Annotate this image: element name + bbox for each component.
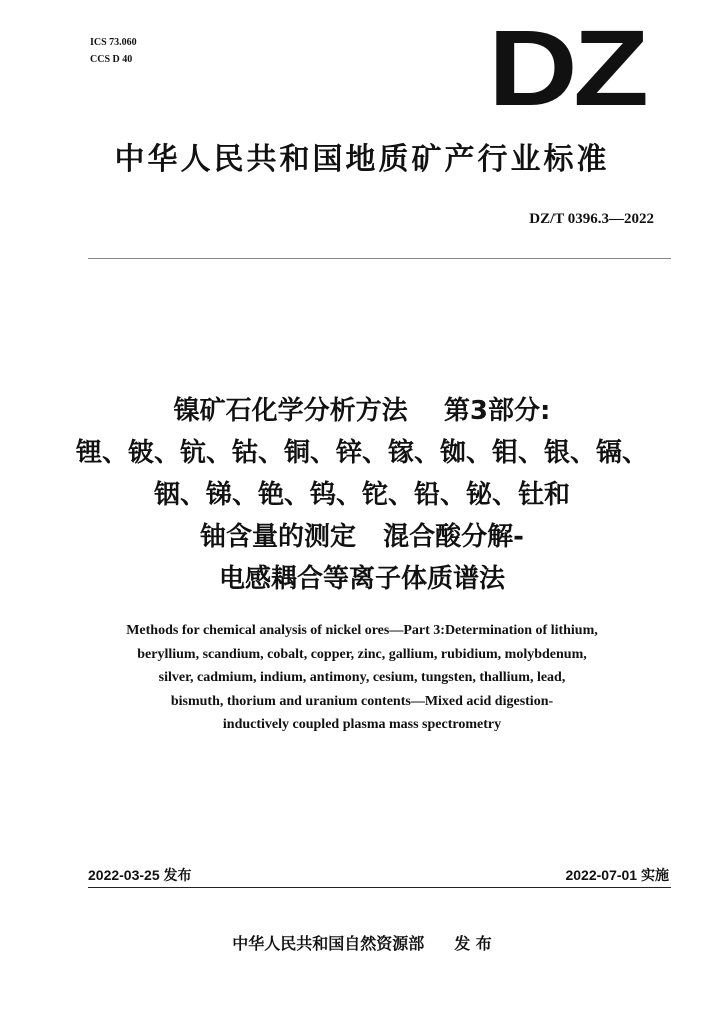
english-title-line: bismuth, thorium and uranium contents—Mixed acid digestion-: [170, 693, 554, 709]
ccs-code: CCS D 40: [90, 54, 133, 65]
publisher-action: 发 布: [454, 934, 492, 953]
top-divider: [88, 258, 671, 259]
english-title-line: Methods for chemical analysis of nickel ores—Part 3:Determination of lithium,: [126, 623, 598, 638]
chinese-title-line: 铟、锑、铯、钨、铊、铅、铋、钍和: [153, 480, 570, 510]
standard-number: DZ/T 0396.3—2022: [529, 211, 654, 227]
chinese-title: [0, 390, 724, 600]
publisher-name: 中华人民共和国自然资源部: [232, 934, 425, 953]
publisher-line: [0, 934, 724, 954]
english-title-line: inductively coupled plasma mass spectrometry: [222, 717, 502, 732]
chinese-title-line: 锂、铍、钪、钴、铜、锌、镓、铷、钼、银、镉、: [75, 438, 648, 468]
implementation-date: 2022-07-01 实施: [565, 867, 669, 883]
issue-date: 2022-03-25 发布: [88, 867, 192, 883]
chinese-title-line: 镍矿石化学分析方法 第3部分:: [173, 396, 551, 426]
english-title-line: silver, cadmium, indium, antimony, cesium, tungsten, thallium, lead,: [158, 670, 566, 685]
org-title: 中华人民共和国地质矿产行业标准: [114, 142, 610, 177]
ics-code: ICS 73.060: [90, 37, 137, 48]
english-title-line: beryllium, scandium, cobalt, copper, zinc, gallium, rubidium, molybdenum,: [137, 646, 587, 662]
chinese-title-line: 电感耦合等离子体质谱法: [218, 564, 505, 594]
dz-logo: DZ: [488, 7, 645, 128]
chinese-title-line: 铀含量的测定 混合酸分解-: [200, 522, 524, 552]
english-title: [70, 619, 654, 737]
bottom-divider: [88, 887, 671, 888]
